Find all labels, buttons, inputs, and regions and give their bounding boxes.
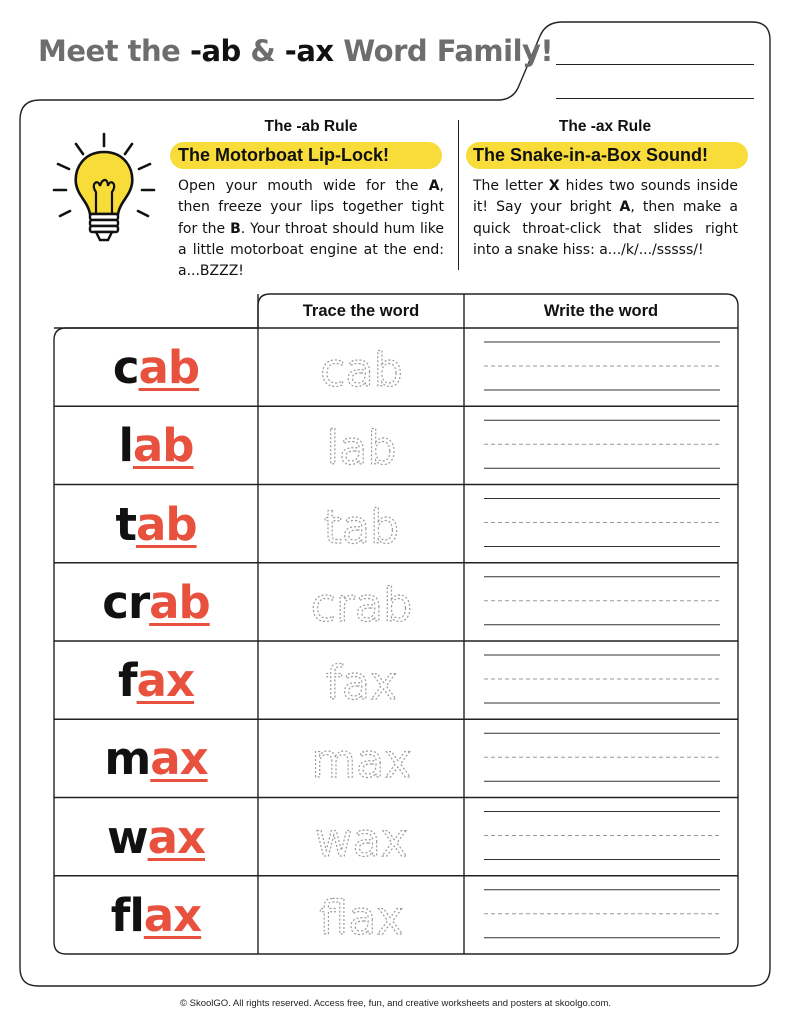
word-onset: t	[115, 497, 136, 551]
rule-text: , then make a quick throat-click that slides right into a snake hiss: a.../k/.../sssss/!	[473, 199, 738, 258]
trace-text: crab	[310, 577, 413, 632]
family-word-max	[54, 732, 258, 786]
footer: © SkoolGO. All rights reserved. Access free, fun, and creative worksheets and posters at skoolgo.com.	[179, 998, 611, 1009]
trace-word-max[interactable]	[259, 733, 464, 794]
ax-rule-highlight: The Snake-in-a-Box Sound!	[473, 145, 709, 165]
word-family-ending: ab	[149, 575, 210, 629]
word-onset: l	[118, 419, 133, 473]
ab-rule-heading: The -ab Rule	[264, 118, 358, 135]
ax-rule-heading: The -ax Rule	[558, 118, 652, 135]
trace-word-fax[interactable]	[259, 655, 464, 716]
trace-text: wax	[314, 812, 409, 867]
word-family-ending: ab	[138, 341, 200, 394]
rule-text: , then freeze your lips together tight for the	[178, 178, 444, 237]
date-line	[556, 98, 754, 99]
write-header: Write the word	[543, 302, 659, 320]
family-word-fax	[54, 654, 258, 707]
rule-text: The letter	[473, 178, 549, 194]
rule-text: hides two sounds inside it! Say your bright	[473, 178, 738, 216]
trace-word-flax[interactable]	[259, 890, 464, 951]
family-word-cab	[54, 341, 258, 394]
word-family-ending: ax	[150, 732, 208, 786]
trace-text: flax	[319, 890, 404, 945]
name-line	[556, 64, 754, 65]
family-word-wax	[54, 810, 258, 864]
rule-bold-letter: X	[548, 178, 560, 194]
rule-text: . Your throat should hum like a little motorboat engine at the end: a...BZZZ!	[178, 220, 444, 280]
word-family-ending: ax	[143, 888, 202, 942]
word-onset: fl	[110, 888, 144, 942]
word-onset: f	[118, 654, 137, 707]
word-onset: w	[107, 810, 148, 864]
word-onset: c	[112, 341, 139, 394]
ab-rule-highlight: The Motorboat Lip-Lock!	[178, 145, 389, 165]
word-family-ending: ab	[132, 419, 194, 473]
lightbulb-icon	[52, 130, 162, 250]
family-word-flax	[54, 888, 258, 942]
family-word-lab	[54, 419, 258, 473]
family-word-crab	[54, 575, 258, 629]
rule-bold-letter: A	[619, 199, 631, 216]
title-ab: -ab	[189, 34, 241, 68]
page-title: Meet the -ab & -ax Word Family!	[38, 34, 554, 68]
trace-word-crab[interactable]	[259, 577, 464, 638]
rule-bold-letter: A	[428, 178, 440, 194]
trace-word-lab[interactable]	[259, 420, 464, 481]
trace-text: lab	[326, 421, 397, 476]
word-onset: m	[104, 732, 151, 786]
trace-text: cab	[320, 343, 403, 397]
word-onset: cr	[102, 575, 150, 629]
ab-rule-body	[178, 176, 444, 282]
title-ax: -ax	[284, 34, 334, 68]
trace-word-wax[interactable]	[259, 812, 464, 873]
word-family-ending: ax	[147, 810, 205, 864]
family-word-tab	[54, 497, 258, 551]
rule-text: Open your mouth wide for the	[178, 178, 429, 194]
trace-header: Trace the word	[302, 302, 420, 320]
rule-divider	[458, 120, 459, 270]
word-family-ending: ab	[135, 497, 197, 551]
rule-bold-letter: B	[230, 220, 241, 237]
trace-text: max	[311, 734, 412, 789]
trace-word-cab[interactable]	[259, 342, 464, 403]
trace-word-tab[interactable]	[259, 499, 464, 560]
trace-text: fax	[325, 656, 398, 710]
trace-text: tab	[323, 499, 400, 554]
word-family-ending: ax	[136, 654, 194, 707]
ax-rule-body	[473, 176, 738, 261]
